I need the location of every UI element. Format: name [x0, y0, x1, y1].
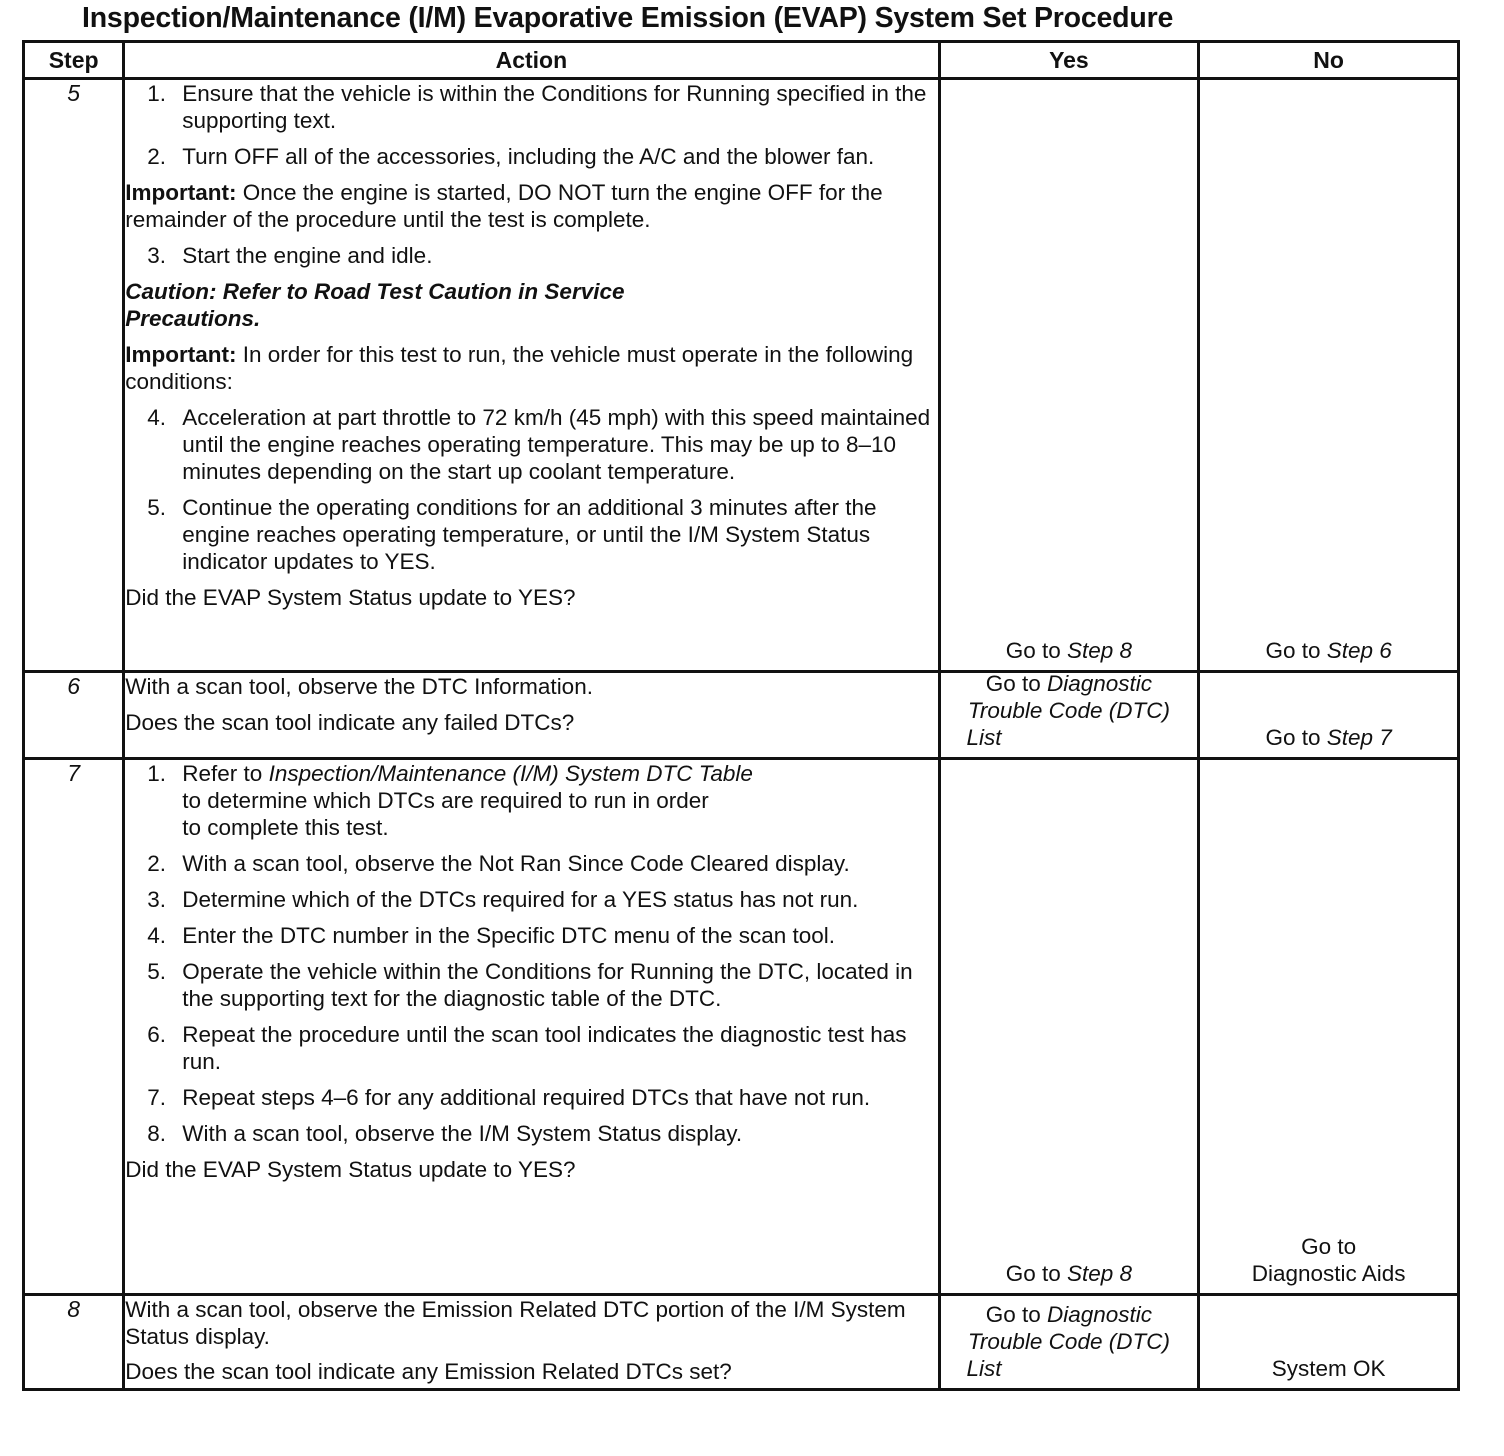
step-8-link[interactable]: Step 8 [1067, 638, 1133, 663]
item-text: With a scan tool, observe the I/M System Status display. [182, 1121, 743, 1146]
no-result [1200, 637, 1457, 664]
item-number: 4. [147, 405, 167, 430]
list-item [125, 886, 937, 913]
item-text: Enter the DTC number in the Specific DTC menu of the scan tool. [182, 923, 836, 948]
item-text: With a scan tool, observe the Not Ran Since Code Cleared display. [182, 851, 850, 876]
result-prefix: Go to [1005, 1261, 1067, 1286]
list-item [125, 922, 937, 949]
important-note [125, 341, 937, 395]
step-number: 5 [24, 79, 124, 672]
action-text: With a scan tool, observe the Emission Related DTC portion of the I/M System Status display. [125, 1297, 906, 1349]
dtc-list-link[interactable]: List [966, 1356, 1002, 1381]
step-6-link[interactable]: Step 6 [1326, 638, 1392, 663]
result-prefix: Go to [1265, 638, 1327, 663]
question: Did the EVAP System Status update to YES? [125, 585, 576, 610]
list-item [125, 1084, 937, 1111]
result-prefix: Go to [1265, 725, 1327, 750]
item-number: 5. [147, 959, 167, 984]
item-text: Determine which of the DTCs required for a YES status has not run. [182, 887, 859, 912]
no-result [1200, 1233, 1457, 1287]
item-number: 6. [147, 1022, 167, 1047]
no-result [1200, 724, 1457, 751]
table-row-step-7 [24, 759, 1459, 1295]
yes-cell [939, 672, 1199, 759]
header-yes: Yes [939, 42, 1199, 79]
no-result: System OK [1271, 1356, 1386, 1381]
list-item [125, 494, 937, 575]
header-row [24, 42, 1459, 79]
list-item [125, 958, 937, 1012]
list-item [125, 850, 937, 877]
result-prefix: Go to [1005, 638, 1067, 663]
item-number: 8. [147, 1121, 167, 1146]
procedure-table [22, 40, 1460, 1391]
list-item [125, 1021, 937, 1075]
question: Does the scan tool indicate any failed DTCs? [125, 710, 575, 735]
yes-result [941, 670, 1198, 751]
item-number: 2. [147, 851, 167, 876]
action-cell [124, 1295, 939, 1390]
item-text: Continue the operating conditions for an additional 3 minutes after the engine reaches operating temperature, or until the I/M System Status indicator updates to YES. [182, 495, 877, 574]
important-note [125, 179, 937, 233]
yes-result [941, 1301, 1198, 1382]
no-cell [1199, 672, 1459, 759]
item-text: to determine which DTCs are required to run in order [182, 788, 709, 813]
header-step: Step [24, 42, 124, 79]
item-text: Start the engine and idle. [182, 243, 433, 268]
yes-cell [939, 79, 1199, 672]
item-number: 1. [147, 81, 167, 106]
item-number: 2. [147, 144, 167, 169]
header-action: Action [124, 42, 939, 79]
dtc-list-link[interactable]: Diagnostic [1047, 1302, 1153, 1327]
item-number: 3. [147, 243, 167, 268]
no-cell [1199, 79, 1459, 672]
action-cell [124, 672, 939, 759]
yes-cell [939, 759, 1199, 1295]
list-item [125, 143, 937, 170]
item-number: 5. [147, 495, 167, 520]
action-cell [124, 759, 939, 1295]
table-row-step-8 [24, 1295, 1459, 1390]
result-prefix: Go to [985, 671, 1047, 696]
no-cell [1199, 1295, 1459, 1390]
dtc-list-link[interactable]: Trouble Code (DTC) [967, 1329, 1170, 1354]
question: Does the scan tool indicate any Emission Related DTCs set? [125, 1359, 732, 1384]
step-number: 8 [24, 1295, 124, 1390]
list-item [125, 404, 937, 485]
diagnostic-aids-link[interactable]: Diagnostic Aids [1251, 1261, 1406, 1286]
page-title: Inspection/Maintenance (I/M) Evaporative Emission (EVAP) System Set Procedure [82, 2, 1174, 34]
action-cell [124, 79, 939, 672]
dtc-list-link[interactable]: Trouble Code (DTC) [967, 698, 1170, 723]
dtc-list-link[interactable]: Diagnostic [1047, 671, 1153, 696]
list-item [125, 1120, 937, 1147]
dtc-list-link[interactable]: List [966, 725, 1002, 750]
item-text: Repeat the procedure until the scan tool indicates the diagnostic test has run. [182, 1022, 907, 1074]
item-text: Repeat steps 4–6 for any additional required DTCs that have not run. [182, 1085, 871, 1110]
item-text: Acceleration at part throttle to 72 km/h (45 mph) with this speed maintained until the engine reaches operating temperature. This may be up to 8–10 minutes depending on the start up coolant temperature. [182, 405, 931, 484]
item-number: 4. [147, 923, 167, 948]
table-row-step-6 [24, 672, 1459, 759]
item-text: to complete this test. [182, 815, 389, 840]
important-label: Important: [125, 342, 237, 367]
result-prefix: Go to [1301, 1234, 1357, 1259]
step-number: 7 [24, 759, 124, 1295]
step-8-link[interactable]: Step 8 [1067, 1261, 1133, 1286]
item-number: 7. [147, 1085, 167, 1110]
yes-result [941, 1260, 1198, 1287]
caution-note: Caution: Refer to Road Test Caution in Service Precautions. [125, 279, 625, 331]
result-prefix: Go to [985, 1302, 1047, 1327]
question: Did the EVAP System Status update to YES? [125, 1157, 576, 1182]
step-7-link[interactable]: Step 7 [1326, 725, 1392, 750]
dtc-table-link[interactable]: Inspection/Maintenance (I/M) System DTC Table [268, 761, 753, 786]
yes-cell [939, 1295, 1199, 1390]
important-label: Important: [125, 180, 237, 205]
step-number: 6 [24, 672, 124, 759]
item-number: 3. [147, 887, 167, 912]
item-number: 1. [147, 761, 167, 786]
item-text: Ensure that the vehicle is within the Conditions for Running specified in the supporting text. [182, 81, 927, 133]
important-text: In order for this test to run, the vehicle must operate in the following conditions: [125, 342, 914, 394]
item-text: Operate the vehicle within the Conditions for Running the DTC, located in the supporting text for the diagnostic table of the DTC. [182, 959, 913, 1011]
list-item [125, 760, 937, 841]
no-cell [1199, 759, 1459, 1295]
item-text: Turn OFF all of the accessories, including the A/C and the blower fan. [182, 144, 875, 169]
yes-result [941, 637, 1198, 664]
header-no: No [1199, 42, 1459, 79]
list-item [125, 80, 937, 134]
important-text: Once the engine is started, DO NOT turn the engine OFF for the remainder of the procedure until the test is complete. [125, 180, 883, 232]
item-prefix: Refer to [182, 761, 269, 786]
action-text: With a scan tool, observe the DTC Information. [125, 674, 593, 699]
list-item [125, 242, 937, 269]
table-row-step-5 [24, 79, 1459, 672]
